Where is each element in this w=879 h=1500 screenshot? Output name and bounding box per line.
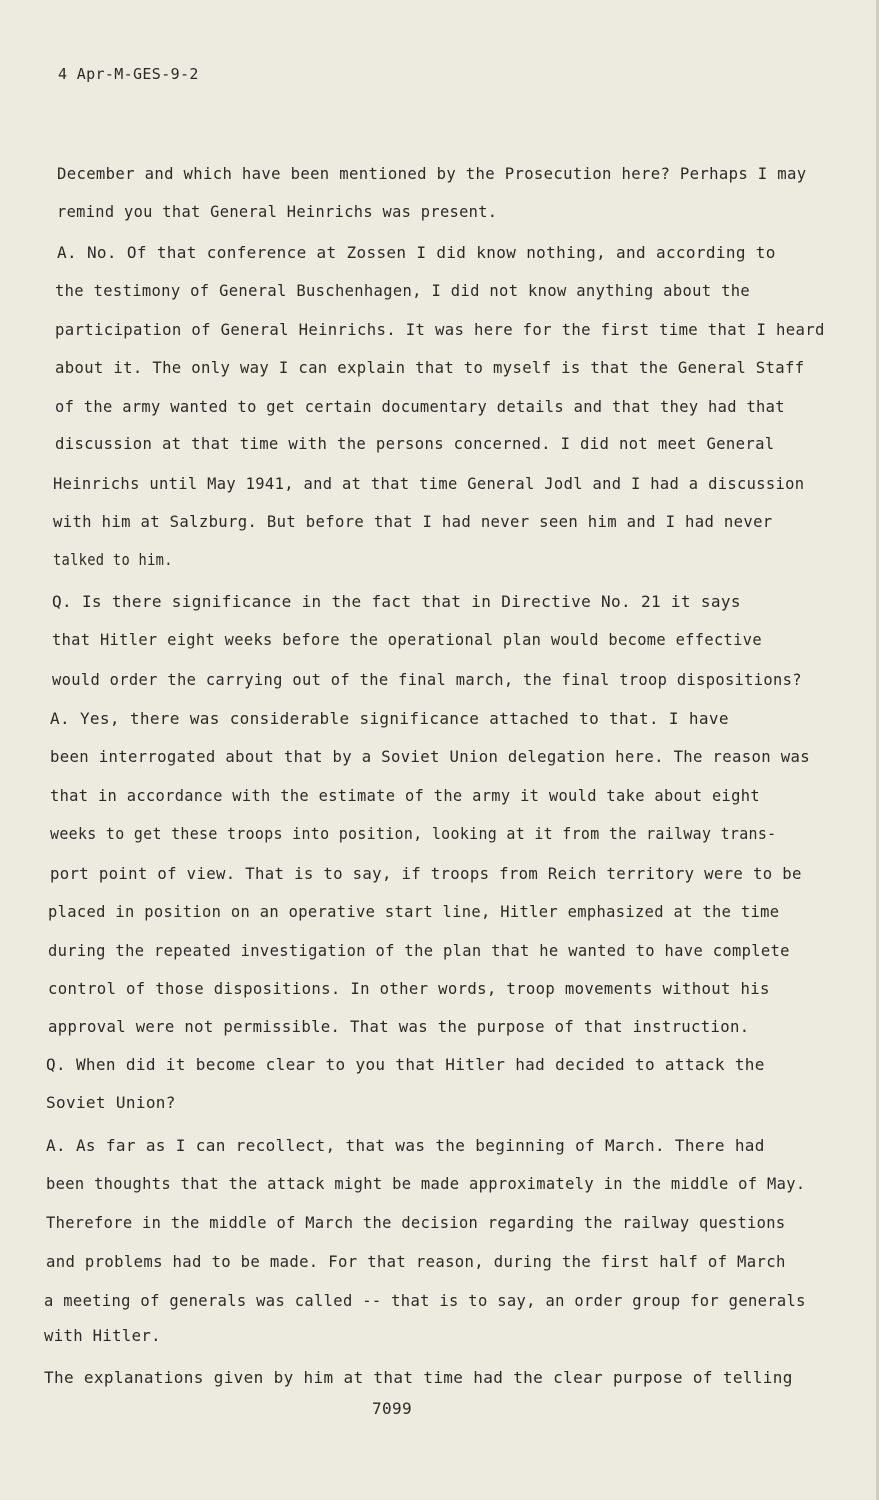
- text-line: a meeting of generals was called -- that is to say, an order group for generals: [44, 1291, 806, 1310]
- text-line: would order the carrying out of the final march, the final troop dispositions?: [52, 670, 802, 689]
- text-line: been interrogated about that by a Soviet Union delegation here. The reason was: [50, 747, 810, 766]
- text-line: December and which have been mentioned by the Prosecution here? Perhaps I may: [57, 164, 807, 183]
- text-line: A. No. Of that conference at Zossen I did know nothing, and according to: [57, 243, 776, 262]
- text-line: Q. When did it become clear to you that Hitler had decided to attack the: [46, 1055, 765, 1074]
- text-line: Soviet Union?: [46, 1093, 176, 1112]
- text-line: and problems had to be made. For that reason, during the first half of March: [46, 1252, 786, 1271]
- text-line: A. As far as I can recollect, that was the beginning of March. There had: [46, 1136, 765, 1155]
- text-line: talked to him.: [53, 550, 173, 569]
- text-line: the testimony of General Buschenhagen, I did not know anything about the: [55, 281, 751, 300]
- text-line: weeks to get these troops into position, looking at it from the railway trans-: [50, 824, 777, 843]
- text-line: A. Yes, there was considerable significance attached to that. I have: [50, 709, 729, 728]
- text-line: Q. Is there significance in the fact that in Directive No. 21 it says: [52, 592, 741, 611]
- text-line: that in accordance with the estimate of the army it would take about eight: [50, 786, 760, 805]
- text-line: remind you that General Heinrichs was present.: [57, 202, 498, 221]
- text-line: during the repeated investigation of the plan that he wanted to have complete: [48, 941, 790, 960]
- text-line: with him at Salzburg. But before that I had never seen him and I had never: [53, 512, 773, 531]
- document-header: 4 Apr-M-GES-9-2: [58, 65, 199, 83]
- text-line: placed in position on an operative start line, Hitler emphasized at the time: [48, 902, 780, 921]
- text-line: discussion at that time with the persons concerned. I did not meet General: [55, 434, 775, 453]
- text-line: of the army wanted to get certain documentary details and that they had that: [55, 397, 785, 416]
- text-line: participation of General Heinrichs. It was here for the first time that I heard: [55, 320, 825, 339]
- text-line: Heinrichs until May 1941, and at that time General Jodl and I had a discussion: [53, 474, 805, 493]
- text-line: Therefore in the middle of March the decision regarding the railway questions: [46, 1213, 786, 1232]
- text-line: approval were not permissible. That was the purpose of that instruction.: [48, 1017, 750, 1036]
- text-line: with Hitler.: [44, 1326, 161, 1345]
- text-line: port point of view. That is to say, if troops from Reich territory were to be: [50, 864, 802, 883]
- text-line: about it. The only way I can explain that to myself is that the General Staff: [55, 358, 805, 377]
- text-line: control of those dispositions. In other words, troop movements without his: [48, 979, 770, 998]
- text-line: been thoughts that the attack might be made approximately in the middle of May.: [46, 1174, 806, 1193]
- text-line: that Hitler eight weeks before the operational plan would become effective: [52, 630, 762, 649]
- page-number: 7099: [372, 1399, 412, 1418]
- text-line: The explanations given by him at that time had the clear purpose of telling: [44, 1368, 793, 1387]
